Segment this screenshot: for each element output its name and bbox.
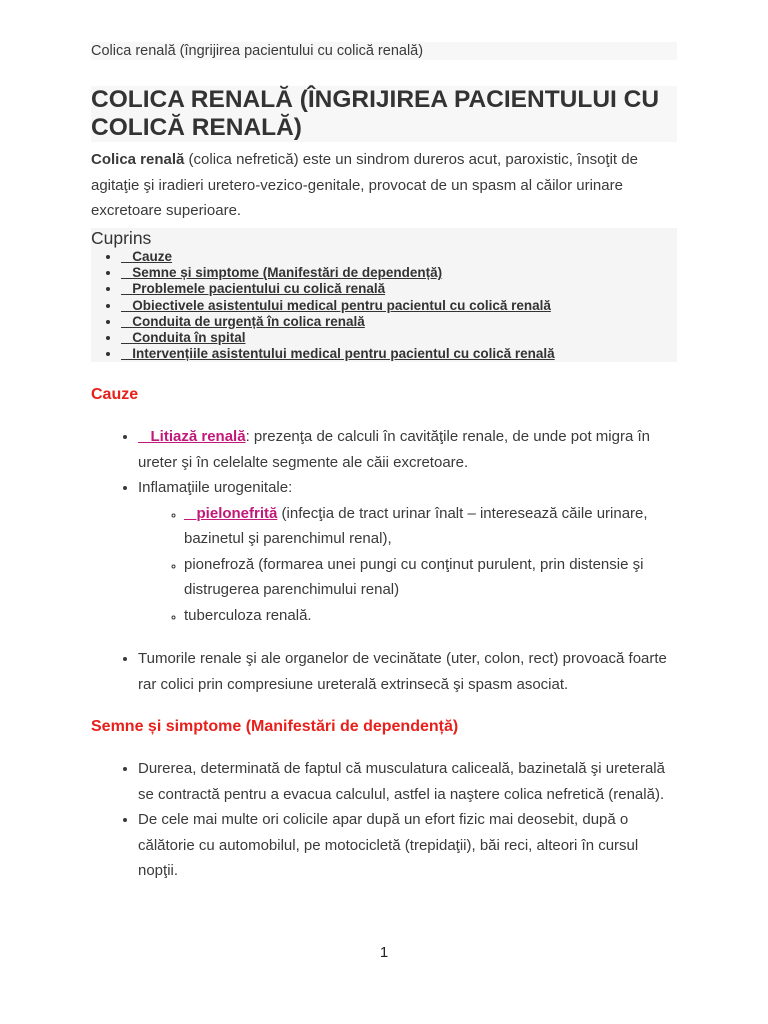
- table-of-contents: [91, 228, 677, 362]
- page-title: COLICA RENALĂ (ÎNGRIJIREA PACIENTULUI CU COLICĂ RENALĂ): [91, 86, 660, 141]
- list-item: [138, 756, 677, 807]
- list-item: [138, 646, 677, 697]
- toc-item: [121, 265, 677, 281]
- toc-item: [121, 314, 677, 330]
- causes-list-block: [91, 424, 677, 628]
- toc-link-spital[interactable]: Conduita în spital: [132, 330, 246, 346]
- signs-list: [91, 756, 677, 884]
- toc-item: [121, 346, 677, 362]
- toc-link-urgenta[interactable]: Conduita de urgență în colica renală: [132, 313, 365, 329]
- intro-text: (colica nefretică) este un sindrom dureros acut, paroxistic, însoţit de agitaţie şi iradieri uretero-vezico-genitale, provocat de un spasm al căilor urinare excretoare superioare.: [91, 151, 638, 219]
- sub-list-item: [184, 552, 677, 603]
- sub-list: [138, 501, 677, 629]
- toc-item: [121, 330, 677, 346]
- litiaza-link[interactable]: Litiază renală: [150, 428, 246, 445]
- list-item: [138, 807, 677, 884]
- list-item-text: : prezenţa de calculi în cavităţile renale, de unde pot migra în ureter şi în celelalte segmente ale căii excretoare.: [138, 428, 650, 471]
- toc-link-semne[interactable]: Semne și simptome (Manifestări de dependență): [132, 265, 443, 281]
- section-heading-semne: Semne și simptome (Manifestări de dependență): [91, 718, 459, 735]
- toc-link-cauze[interactable]: Cauze: [132, 249, 173, 264]
- list-item-text: Tumorile renale şi ale organelor de vecinătate (uter, colon, rect) provoacă foarte rar colici prin compresiune ureterală extrinsecă şi spasm asociat.: [138, 650, 667, 693]
- signs-list-block: [91, 756, 677, 884]
- sub-list-item-text: (infecţia de tract urinar înalt – interesează căile urinare, bazinetul şi parenchimul renal),: [184, 504, 648, 547]
- sub-list-item: [184, 603, 677, 629]
- intro-term: Colica renală: [91, 151, 185, 168]
- section-heading-cauze: Cauze: [91, 386, 139, 403]
- causes-list-2: [91, 646, 677, 697]
- list-item-text: De cele mai multe ori colicile apar după un efort fizic mai deosebit, după o călătorie cu automobilul, pe motocicletă (trepidaţii), băi reci, alteori în cursul nopţii.: [138, 811, 639, 879]
- sub-list-item-text: tuberculoza renală.: [184, 606, 312, 624]
- toc-item: [121, 249, 677, 265]
- toc-title: Cuprins: [91, 228, 152, 248]
- sub-list-item: [184, 501, 677, 552]
- toc-item: [121, 281, 677, 297]
- toc-list: [91, 249, 677, 362]
- toc-link-interventii[interactable]: Intervențiile asistentului medical pentru pacientul cu colică renală: [132, 346, 555, 362]
- causes-list-block-2: [91, 646, 677, 697]
- page-number: 1: [379, 944, 389, 961]
- list-item-text: Durerea, determinată de faptul că musculatura caliceală, bazinetală şi ureterală se contractă pentru a evacua calculul, astfel ia naştere colica nefretică (renală).: [138, 760, 665, 803]
- list-item: [138, 475, 677, 628]
- toc-item: [121, 298, 677, 314]
- list-item: [138, 424, 677, 475]
- toc-link-obiective[interactable]: Obiectivele asistentului medical pentru pacientul cu colică renală: [132, 297, 551, 313]
- title-block: [91, 86, 677, 142]
- running-header: Colica renală (îngrijirea pacientului cu colică renală): [91, 42, 677, 60]
- list-item-text: Inflamaţiile urogenitale:: [138, 479, 293, 496]
- causes-list: [91, 424, 677, 628]
- sub-list-item-text: pionefroză (formarea unei pungi cu conţinut purulent, prin distensie şi distrugerea parenchimului renal): [184, 555, 644, 598]
- pielonefrita-link[interactable]: pielonefrită: [196, 504, 278, 522]
- intro-paragraph: [91, 147, 677, 224]
- toc-link-probleme[interactable]: Problemele pacientului cu colică renală: [132, 281, 386, 297]
